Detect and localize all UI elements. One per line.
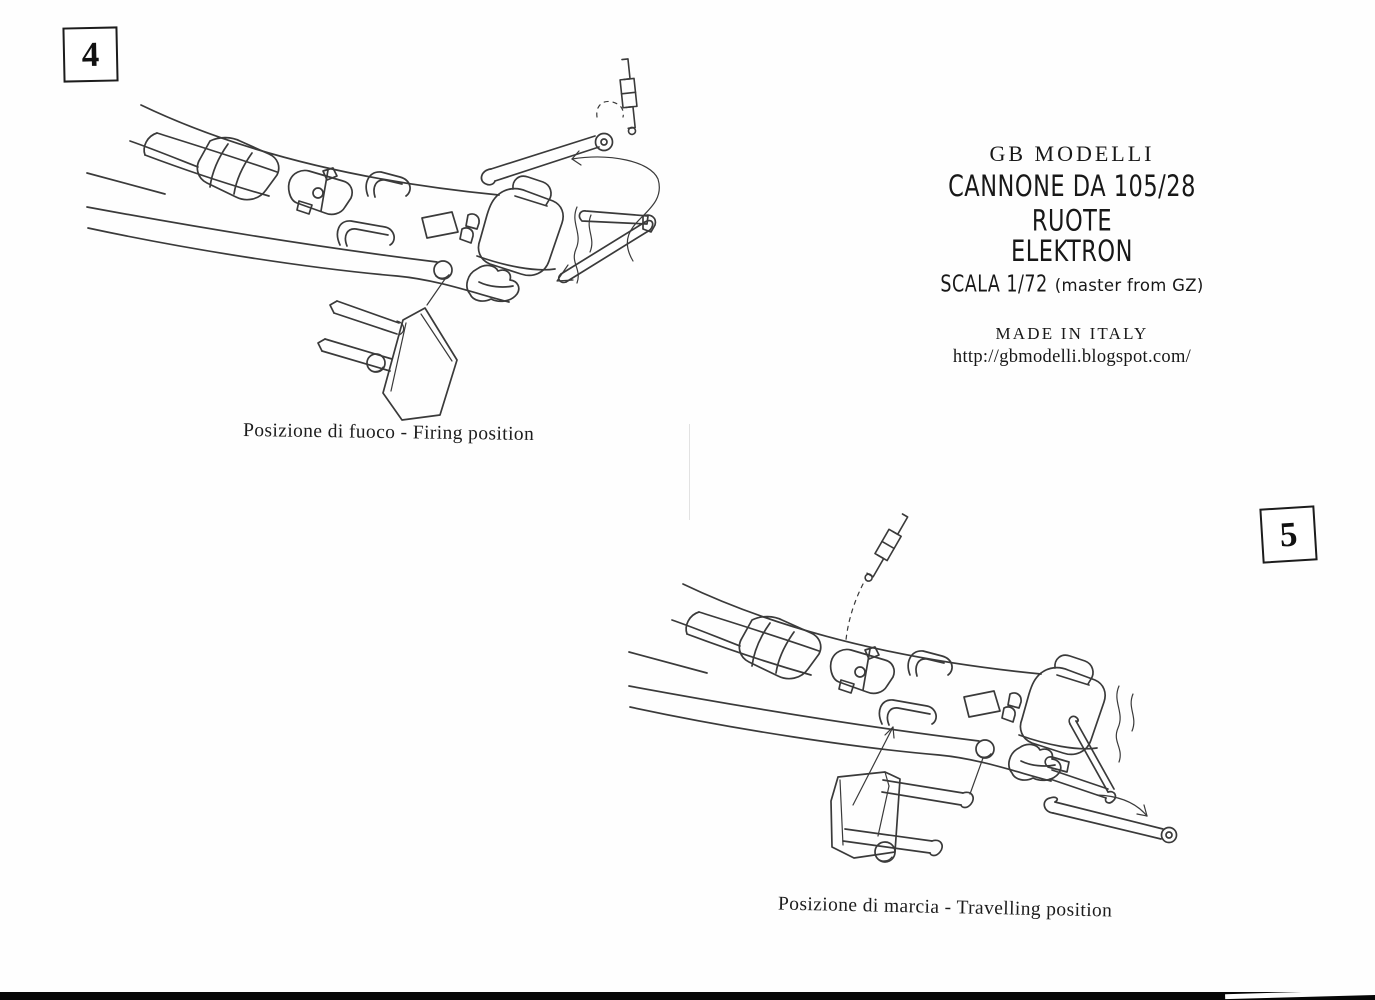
firing-position-caption: Posizione di fuoco - Firing position xyxy=(242,419,535,446)
scan-fold-line xyxy=(689,424,690,520)
website-url: http://gbmodelli.blogspot.com/ xyxy=(952,347,1192,367)
made-in-label: MADE IN ITALY xyxy=(995,324,1149,343)
kit-title: CANNONE DA 105/28 RUOTE xyxy=(948,169,1196,239)
step-4-number: 4 xyxy=(81,34,100,74)
step-4-badge xyxy=(62,26,118,82)
step-4-drawing-firing-position xyxy=(87,59,659,420)
scale-label: SCALA 1/72 xyxy=(940,271,1048,299)
kit-subtitle: ELEKTRON xyxy=(1011,234,1133,270)
step-5-drawing-travelling-position xyxy=(629,512,1177,862)
travelling-position-caption: Posizione di marcia - Travelling position xyxy=(777,893,1113,922)
scan-edge-sliver xyxy=(1225,990,1375,999)
scale-line xyxy=(912,271,1232,299)
step-5-number: 5 xyxy=(1278,514,1299,554)
scan-edge-bar xyxy=(0,992,1375,1000)
scale-note: (master from GZ) xyxy=(1054,275,1204,295)
step-5-badge xyxy=(1259,505,1317,563)
manufacturer-name: GB MODELLI xyxy=(989,141,1155,166)
brand-block xyxy=(912,141,1232,368)
